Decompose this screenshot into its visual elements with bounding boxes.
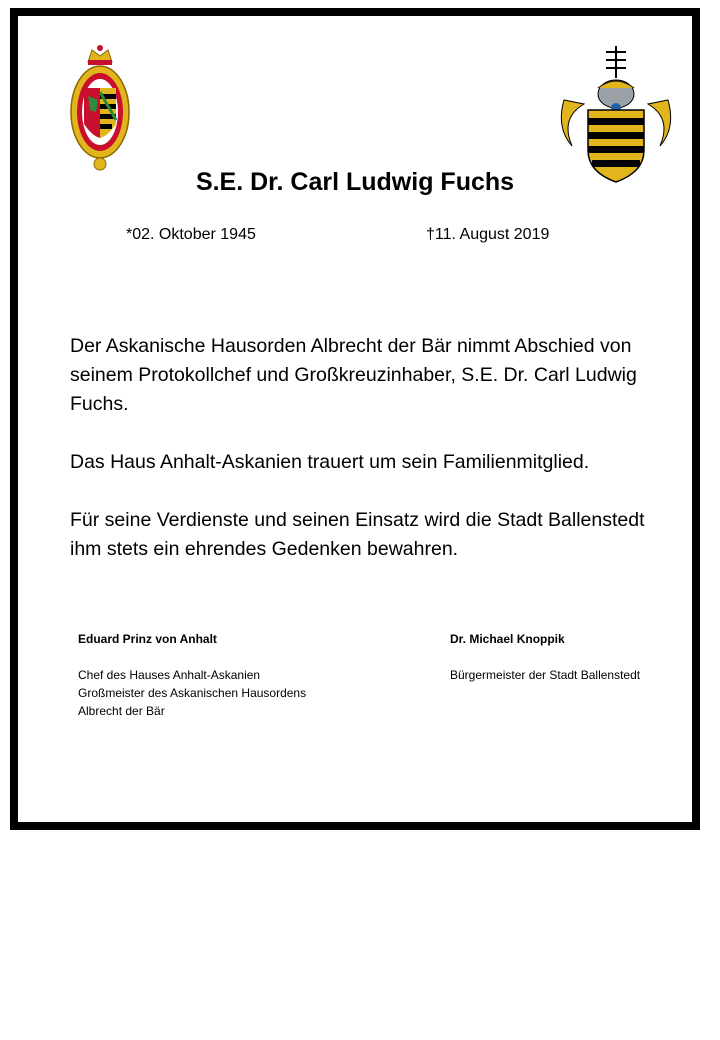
signatory-right-name: Dr. Michael Knoppik [450, 632, 565, 646]
memorial-text [70, 332, 680, 593]
deceased-name-title: S.E. Dr. Carl Ludwig Fuchs [195, 168, 515, 196]
signatory-left-title-3: Albrecht der Bär [78, 704, 165, 718]
memorial-paragraph-order: Der Askanische Hausorden Albrecht der Bär nimmt Abschied von seinem Protokollchef und Großkreuzinhaber, S.E. Dr. Carl Ludwig Fuchs. [70, 335, 637, 415]
memorial-paragraph-family: Das Haus Anhalt-Askanien trauert um sein Familienmitglied. [70, 451, 590, 473]
death-date: †11. August 2019 [426, 226, 550, 243]
birth-date: *02. Oktober 1945 [126, 226, 256, 243]
memorial-paragraph-city: Für seine Verdienste und seinen Einsatz wird die Stadt Ballenstedt ihm stets ein ehrendes Gedenken bewahren. [70, 509, 645, 560]
coat-of-arms-icon [554, 38, 678, 186]
signatory-right [450, 630, 690, 684]
signatory-left-name: Eduard Prinz von Anhalt [78, 632, 217, 646]
signatory-left-title-2: Großmeister des Askanischen Hausordens [78, 686, 307, 700]
order-badge-icon [70, 40, 130, 178]
signatory-right-title-1: Bürgermeister der Stadt Ballenstedt [450, 668, 641, 682]
signatory-left-title-1: Chef des Hauses Anhalt-Askanien [78, 668, 261, 682]
memorial-card [10, 8, 700, 830]
signatory-left [78, 630, 378, 720]
